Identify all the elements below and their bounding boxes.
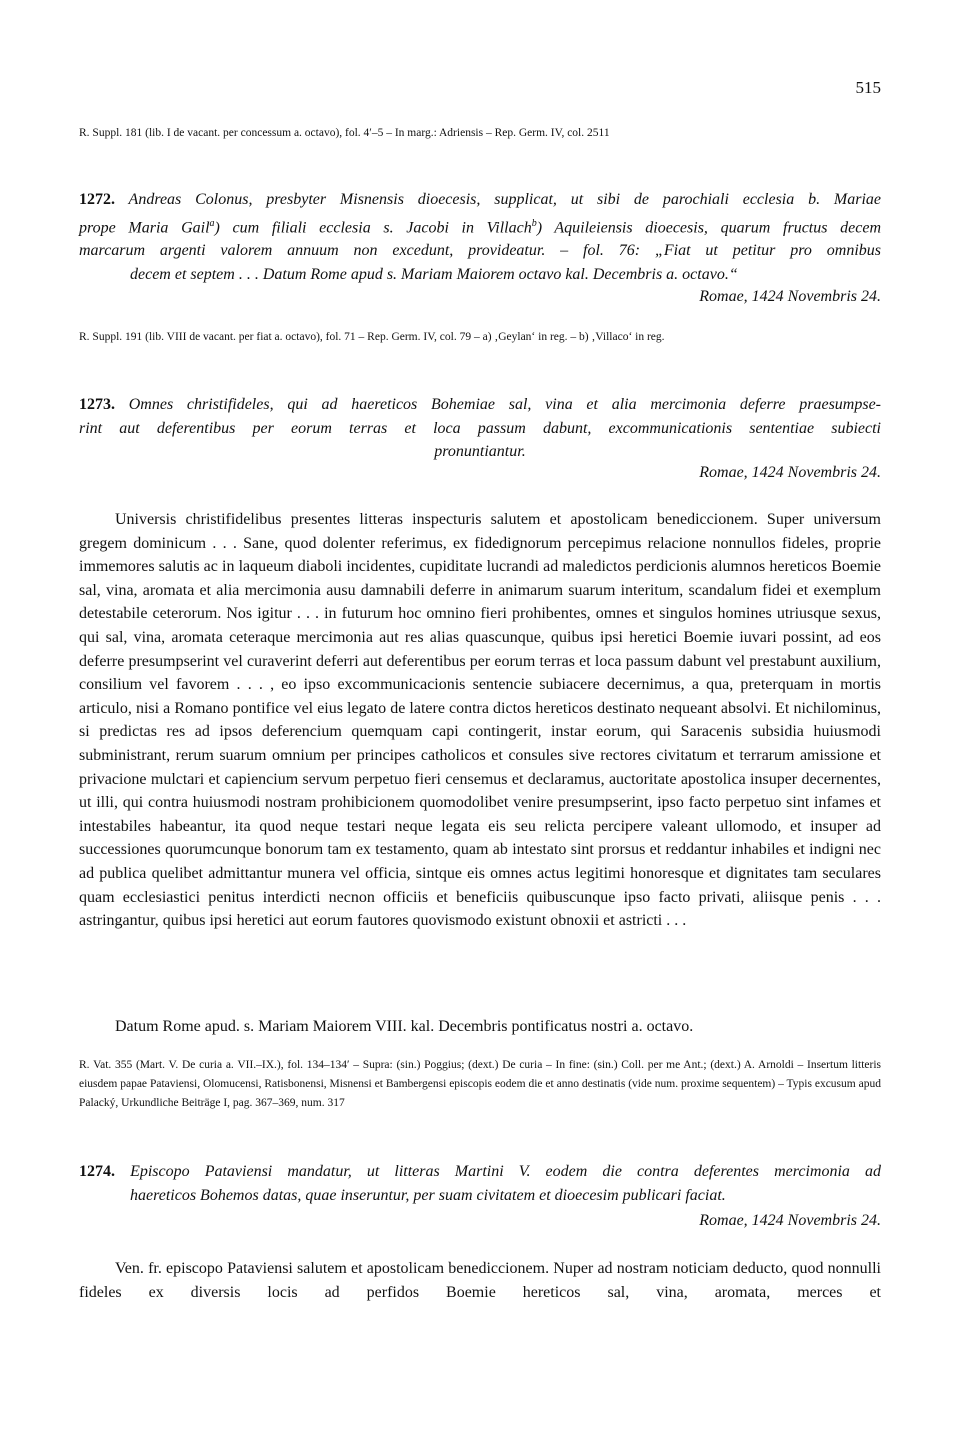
entry-number: 1272. <box>79 191 115 208</box>
page-number: 515 <box>855 78 881 97</box>
entry-1274-letter-text: Ven. fr. episcopo Pataviensi salutem et apostolicam benediccionem. Nuper ad nostram noticiam deducto, quod nonnulli fideles ex diversis locis ad perfidos Boemie hereticos sal, vina, aromata, merces et <box>79 1260 881 1301</box>
entry-1273-datum: Datum Rome apud. s. Mariam Maiorem VIII. kal. Decembris pontificatus nostri a. octavo. <box>115 1018 694 1035</box>
entry-1272-source-note: R. Suppl. 191 (lib. VIII de vacant. per fiat a. octavo), fol. 71 – Rep. Germ. IV, col. 79 – a) ‚Geylan‘ in reg. – b) ‚Villaco‘ in reg. <box>79 331 665 343</box>
entry-1273-heading: 1273. Omnes christifideles, qui ad haereticos Bohemiae sal, vina et alia mercimonia deferre praesumpse- rint aut deferentibus per eorum terras et loca passum dabunt, excommunicationis sententiae subiecti pronuntiantur. <box>79 396 882 460</box>
entry-1273-place-date: Romae, 1424 Novembris 24. <box>699 464 881 481</box>
entry-1273-letter-text: Universis christifidelibus presentes litteras inspecturis salutem et apostolicam benediccionem. Super universum gregem dominicum . . . Sane, quod dolenter referimus, ex fidedignorum percepimus relacione nonnullos fideles, proprie immemores salutis ac in laqueum diaboli incidentes, cupiditate lucrandi ad maledictos perdicionis alumnos hereticos Boemie sal, vina, aromata et alia mercimonia ausu damnabili deferre in animarum suarum interitum, scandalum fidei et exemplum detestabile ceterorum. Nos igitur . . . in futurum hoc omnino fieri prohibentes, omnes et singulos homines utriusque sexus, qui sal, vina, aromata ceteraque mercimonia aut res alias quascunque, quibus ipsi heretici Boemie iuvari possint, ad eos deferre presumpserint vel curaverint deferri aut deferentibus per eorum terras et loca passum dabunt vel prestabunt auxilium, consilium vel favorem . . . , eo ipso excommunicacionis sentencie subiacere decernimus, a qua, preterquam in mortis articulo, nisi a Romano pontifice vel eius legato de latere contra dictos hereticos destinato nequeant absolvi. Et nichilominus, si predictas res ad ipsos deferencium quemquam capi contingerit, instar eorum, qui Saracenis subsidia huiusmodi subministrant, rerum suarum omnium per principes catholicos et consules sive rectores civitatum et terrarum amissione et privacione mulctari et capiencium servum perpetuo fieri censemus et declaramus, auctoritate apostolica insuper decernentes, ut illi, qui contra huiusmodi nostram prohibicionem quomodolibet venire presumpserint, ipso facto perpetuo sint infames et intestabiles habeantur, ita quod neque testari neque legata eis seu relicta percipere valeant ullomodo, et insuper ad successiones quorumcunque bonorum tam ex testamento, quam ab intestato sint prorsus et reddantur inhabiles et indigni nec ad publica quelibet admittantur munera vel officia, sintque eis omnes actus legitimi honoresque et dignitates tam seculares quam ecclesiastici penitus interdicti necnon officiis et beneficiis quibuscunque ipso facto privati, aliisque penis . . . astringantur, quibus ipsi heretici aut eorum fautores quovismodo existunt obnoxii et astricti . . . <box>79 511 881 930</box>
entry-1274-place-date: Romae, 1424 Novembris 24. <box>699 1212 881 1229</box>
entry-1272-place-date: Romae, 1424 Novembris 24. <box>699 288 881 305</box>
entry-number: 1273. <box>79 396 115 413</box>
top-source-note: R. Suppl. 181 (lib. I de vacant. per concessum a. octavo), fol. 4′–5 – In marg.: Adriensis – Rep. Germ. IV, col. 2511 <box>79 127 610 139</box>
entry-1274-heading: 1274. Episcopo Pataviensi mandatur, ut litteras Martini V. eodem die contra deferentes mercimonia ad haereticos Bohemos datas, quae inseruntur, per suam civitatem et dioecesim publicari faciat. <box>79 1163 881 1204</box>
entry-number: 1274. <box>79 1163 115 1180</box>
entry-1272-heading: 1272. Andreas Colonus, presbyter Misnensis dioecesis, supplicat, ut sibi de parochiali ecclesia b. Mariae prope Maria Gail$^a$) cum filiali ecclesia s. Jacobi in Villach$^b$) Aquileiensis dioecesis, quarum fructus decem marcarum argenti valorem annuum non excedunt, provideatur. – fol. 76: „Fiat ut petitur pro omnibus decem et septem . . . Datum Rome apud s. Mariam Maiorem octavo kal. Decembris a. octavo.“ <box>79 191 881 283</box>
entry-1273-source-note: R. Vat. 355 (Mart. V. De curia a. VII.–IX.), fol. 134–134′ – Supra: (sin.) Poggius; (dext.) De curia – In fine: (sin.) Coll. per me Ant.; (dext.) A. Arnoldi – Insertum litteris eiusdem papae Pataviensi, Olomucensi, Ratisbonensi, Misnensi et Bambergensi episcopis eodem die et anno destinatis (vide num. proxime sequentem) – Typis excusum apud Palacký, Urkundliche Beiträge I, pag. 367–369, num. 317 <box>79 1059 881 1109</box>
